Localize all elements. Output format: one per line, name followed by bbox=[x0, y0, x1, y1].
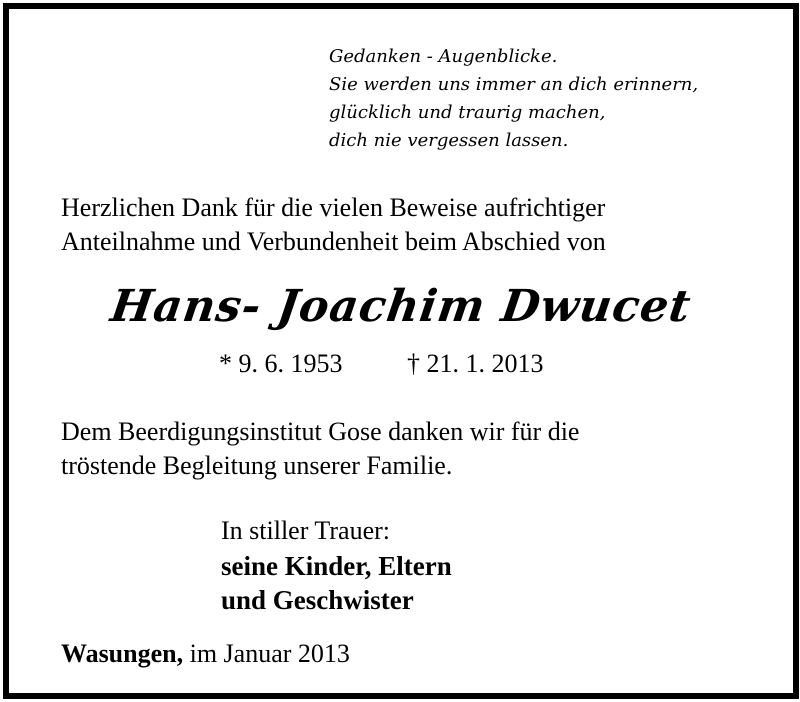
funeral-thanks-paragraph bbox=[61, 415, 751, 483]
poem-line: glücklich und traurig machen, bbox=[329, 102, 606, 123]
thanks-line: Anteilnahme und Verbundenheit beim Abschied von bbox=[61, 227, 606, 256]
life-dates bbox=[219, 349, 544, 379]
poem-verse bbox=[329, 43, 698, 155]
poem-line: Sie werden uns immer an dich erinnern, bbox=[329, 74, 699, 95]
closing-date: im Januar 2013 bbox=[189, 639, 350, 668]
funeral-thanks-line: Dem Beerdigungsinstitut Gose danken wir für die bbox=[61, 417, 580, 446]
thanks-line: Herzlichen Dank für die vielen Beweise aufrichtiger bbox=[61, 193, 606, 222]
place-and-date bbox=[61, 639, 350, 669]
thanks-paragraph bbox=[61, 191, 751, 259]
poem-line: Gedanken - Augenblicke. bbox=[329, 46, 558, 67]
funeral-thanks-line: tröstende Begleitung unserer Familie. bbox=[61, 451, 453, 480]
mourners-line: und Geschwister bbox=[221, 585, 414, 615]
place-name: Wasungen, bbox=[61, 639, 184, 668]
poem-line: dich nie vergessen lassen. bbox=[329, 130, 569, 151]
death-date: † 21. 1. 2013 bbox=[407, 349, 544, 378]
mourners-block bbox=[221, 513, 452, 617]
mourners-line: seine Kinder, Eltern bbox=[221, 551, 452, 581]
mourning-intro: In stiller Trauer: bbox=[221, 516, 390, 545]
deceased-name: Hans- Joachim Dwucet bbox=[107, 281, 695, 332]
mourners-names bbox=[221, 549, 452, 617]
obituary-notice bbox=[3, 3, 799, 699]
birth-date: * 9. 6. 1953 bbox=[219, 349, 343, 378]
